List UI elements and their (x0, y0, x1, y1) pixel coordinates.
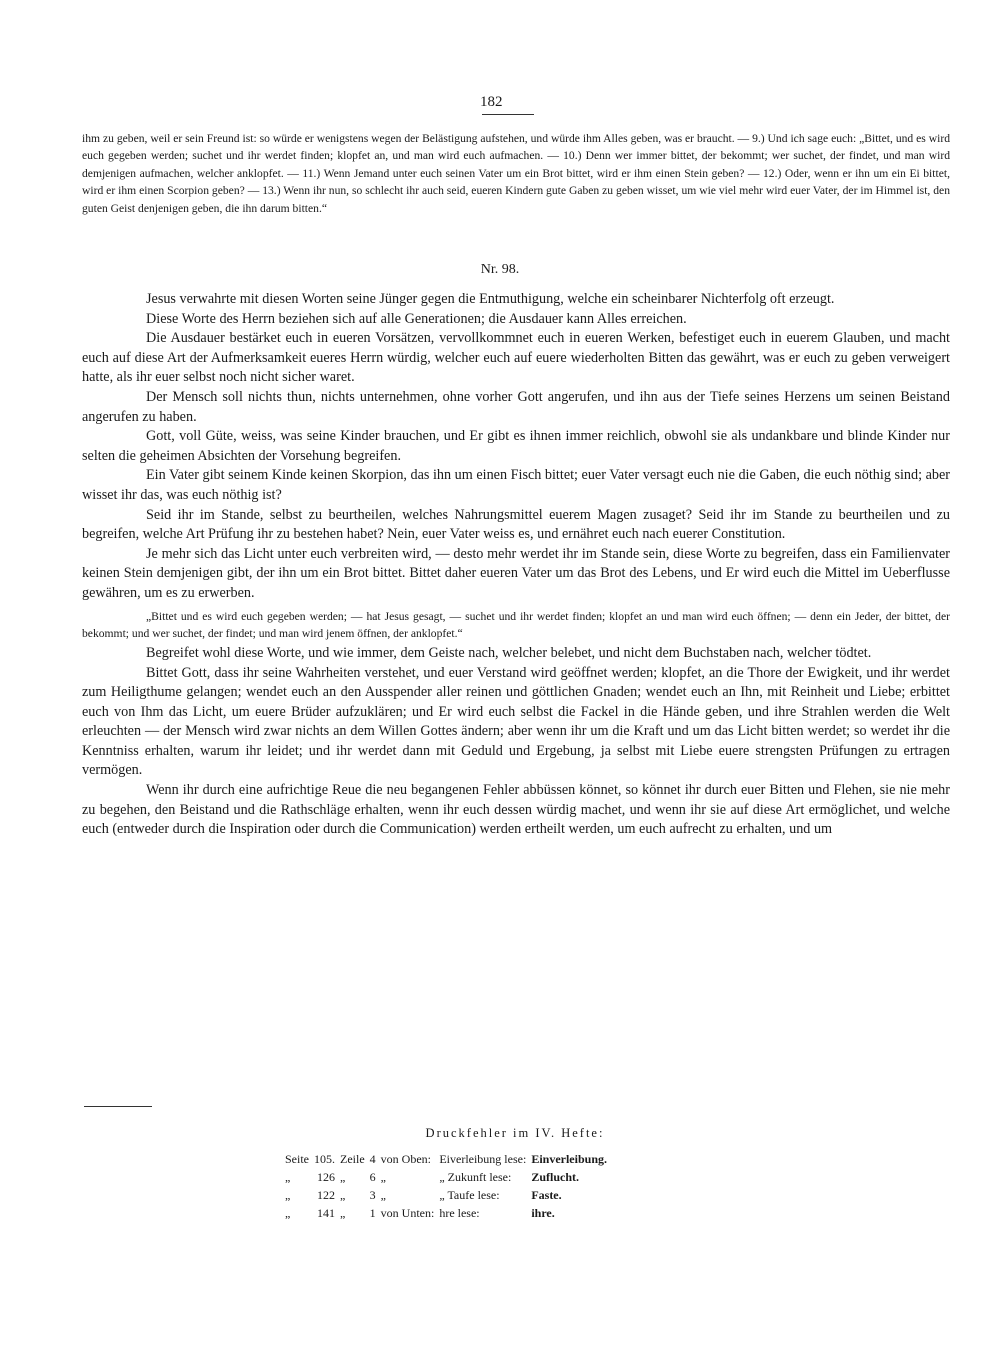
body-text (82, 290, 950, 840)
errata-line: 4 (369, 1151, 376, 1166)
paragraph-7: Seid ihr im Stande, selbst zu beurtheilen, welches Nahrungsmittel euerem Magen zusaget? Seid ihr im Stande zu beurtheilen und zu begreifen, welche Art Prüfung ihr zu bestehen habet? Nein, euer Vater weiss es, und ernähret euch nach euerer Constitution. (82, 506, 950, 543)
errata-title: Druckfehler im IV. Hefte: (425, 1126, 605, 1140)
errata-seite: „ (285, 1187, 291, 1202)
errata-row (285, 1168, 612, 1186)
errata-seite: „ (285, 1205, 291, 1220)
continuation-text: ihm zu geben, weil er sein Freund ist: so würde er wenigstens wegen der Belästigung aufstehen, und würde ihm Alles geben, was er braucht. — 9.) Und ich sage euch: „Bittet, und es wird euch gegeben werden; suchet und ihr werdet finden; klopfet an, und man wird euch aufmachen. — 10.) Denn wer immer bittet, der bekommt; wer suchet, der findet, und man wird demjenigen aufmachen, welcher anklopfet. — 11.) Wenn Jemand unter euch seinen Vater um ein Brot bittet, wird er ihm einen Stein geben? — 12.) Oder, wenn er ihn um ein Ei bittet, wird er ihm einen Scorpion geben? — 13.) Wenn ihr nun, so schlecht ihr auch seid, eueren Kindern gute Gaben zu geben wisset, um wie viel mehr wird euer Vater, der im Himmel ist, den guten Geist denjenigen geben, die ihn darum bitten.“ (82, 132, 950, 215)
errata-section (0, 1126, 1000, 1220)
paragraph-9: Begreifet wohl diese Worte, und wie immer, dem Geiste nach, welcher belebet, und nicht dem Buchstaben nach, welcher tödtet. (146, 644, 872, 661)
paragraph-1: Jesus verwahrte mit diesen Worten seine Jünger gegen die Entmuthigung, welche ein scheinbarer Nichterfolg oft erzeugt. (146, 291, 835, 307)
page-number-rule (482, 114, 534, 115)
errata-line: 6 (369, 1169, 376, 1184)
errata-right: Einverleibung. (531, 1151, 607, 1166)
errata-zeile: „ (340, 1205, 346, 1220)
errata-right: ihre. (531, 1205, 555, 1220)
paragraph-10: Bittet Gott, dass ihr seine Wahrheiten verstehet, und euer Verstand wird geöffnet werden; klopfet, an die Thore der Ewigkeit, und ihr werdet zum Heiligthume gelangen; wendet euch an den Ausspender aller reinen und göttlichen Gnaden; wendet euch an Ihn, mit Reinheit und Liebe; erbittet euch von Ihm das Licht, um euere Brüder aufzuklären; und Er wird euch selbst die Fackel in die Hände geben, und ihre Strahlen werden die Welt erleuchten — der Mensch wird zwar nichts an dem Willen Gottes ändern; aber wenn ihr um die Kraft und um das Licht bitten werdet; so werdet ihr die Kenntniss erhalten, warum ihr leidet; und ihr werdet dann mit Geduld und Ergebung, ja selbst mit Liebe euere strengsten Prüfungen zu ertragen vermögen. (82, 664, 950, 779)
errata-where: „ (380, 1169, 386, 1184)
errata-zeile: „ (340, 1169, 346, 1184)
errata-row (285, 1204, 612, 1222)
paragraph-11: Wenn ihr durch eine aufrichtige Reue die neu begangenen Fehler abbüssen könnet, so könnet ihr durch euer Bitten und Flehen, sie nie mehr zu begehen, den Beistand und die Rathschläge erhalten, wenn ihr euch dessen würdig machet, und wenn ihr sie auf diese Art ermöglichet, und welche euch (entweder durch die Inspiration oder durch die Communication) werden ertheilt werden, um euch aufrecht zu erhalten, und um (82, 782, 950, 838)
paragraph-5: Gott, voll Güte, weiss, was seine Kinder brauchen, und Er gibt es ihnen immer reichlich, obwohl sie als undankbare und blinde Kinder nur selten die geheimen Absichten der Vorsehung begreifen. (82, 428, 950, 464)
paragraph-4: Der Mensch soll nichts thun, nichts unternehmen, ohne vorher Gott angerufen, und ihn aus der Tiefe seines Herzens um seinen Beistand angerufen zu haben. (82, 388, 950, 425)
footnote-rule (84, 1106, 152, 1107)
errata-where: von Unten: (380, 1205, 435, 1220)
errata-wrong: Eiverleibung lese: (439, 1151, 527, 1166)
errata-right: Zuflucht. (531, 1169, 579, 1184)
errata-zeile: „ (340, 1187, 346, 1202)
errata-right: Faste. (531, 1187, 562, 1202)
errata-page: 105. (314, 1151, 335, 1166)
page-number: 182 (480, 94, 503, 110)
errata-seite: Seite (285, 1151, 309, 1166)
paragraph-8: Je mehr sich das Licht unter euch verbreiten wird, — desto mehr werdet ihr im Stande sein, diese Worte zu begreifen, dass ein Familienvater keinen Stein demjenigen gibt, der ihn um ein Brot bittet. Bittet daher eueren Vater um das Brot des Lebens, und Er wird euch die Mittel im Ueberflusse gewähren, um es zu erwerben. (82, 545, 950, 601)
errata-wrong: „ Taufe lese: (439, 1187, 500, 1202)
paragraph-6: Ein Vater gibt seinem Kinde keinen Skorpion, das ihn um einen Fisch bittet; euer Vater versagt euch nie die Gaben, die euch nöthig sind; aber wisset ihr das, was euch nöthig ist? (82, 467, 951, 503)
errata-line: 3 (369, 1187, 376, 1202)
errata-where: „ (380, 1187, 386, 1202)
errata-where: von Oben: (380, 1151, 431, 1166)
section-number-heading: Nr. 98. (480, 262, 520, 277)
errata-seite: „ (285, 1169, 291, 1184)
errata-zeile: Zeile (340, 1151, 365, 1166)
paragraph-3: Die Ausdauer bestärket euch in eueren Vorsätzen, vervollkommnet euch in eueren Werken, befestiget euch in euerem Glauben, und macht euch auf diese Art der Aufmerksamkeit eueres Herrn würdig, welcher euch auf euere wiederholten Bitten das gewährt, was er euch zu geben verweigert hatte, als ihr euer selbst noch nicht sicher waret. (82, 330, 950, 386)
block-quote: „Bittet und es wird euch gegeben werden; — hat Jesus gesagt, — suchet und ihr werdet finden; klopfet an und man wird euch öffnen; — denn ein Jeder, der bittet, der bekommt; und wer suchet, der findet; und man wird jenem öffnen, der anklopfet.“ (82, 609, 950, 640)
errata-wrong: „ Zukunft lese: (439, 1169, 512, 1184)
errata-row (285, 1150, 612, 1168)
paragraph-2: Diese Worte des Herrn beziehen sich auf alle Generationen; die Ausdauer kann Alles erreichen. (146, 310, 687, 327)
errata-page: 126 (317, 1169, 335, 1184)
errata-table (285, 1150, 612, 1222)
errata-row (285, 1186, 612, 1204)
errata-page: 141 (317, 1205, 335, 1220)
errata-page: 122 (317, 1187, 335, 1202)
errata-wrong: hre lese: (439, 1205, 480, 1220)
errata-line: 1 (369, 1205, 376, 1220)
